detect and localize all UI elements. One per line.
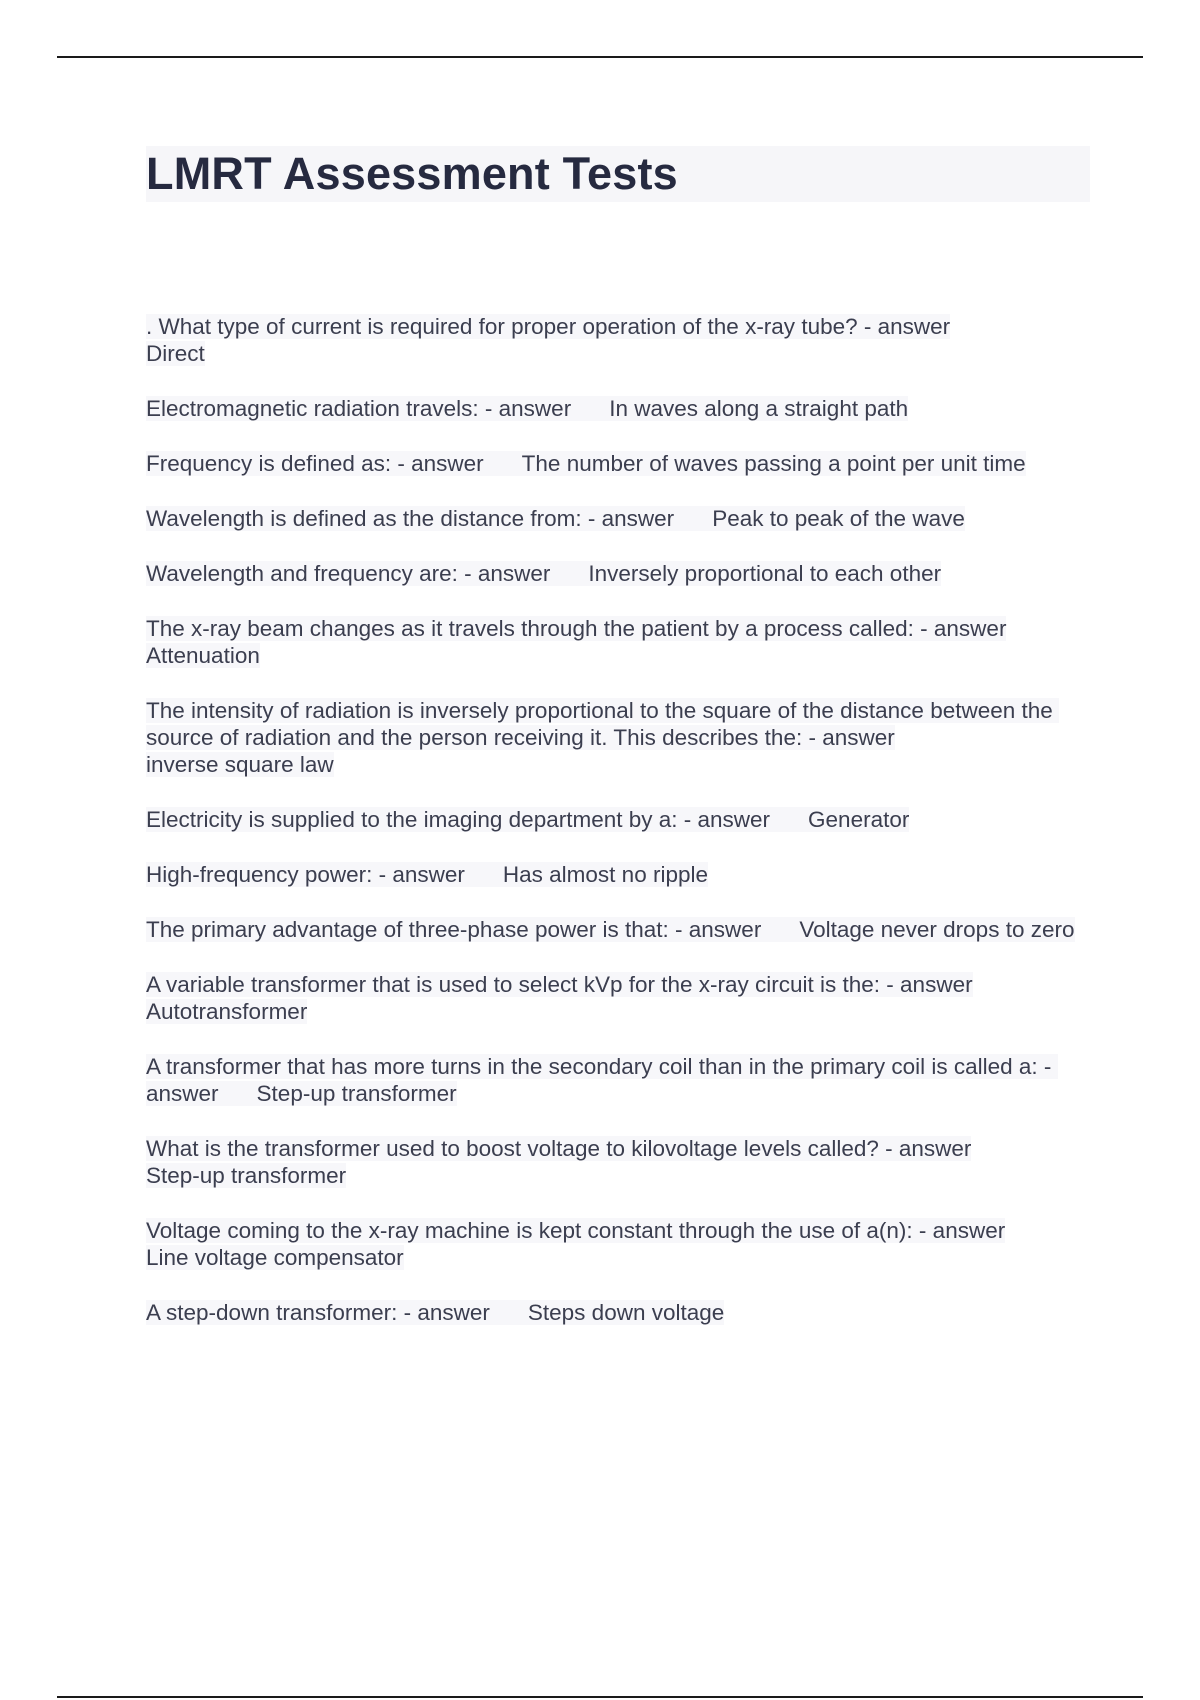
question-text: A step-down transformer: - answer [146, 1300, 490, 1325]
qa-item [146, 505, 1092, 532]
question-text: A variable transformer that is used to select kVp for the x-ray circuit is the: - answer [146, 972, 973, 997]
qa-text [146, 451, 1026, 476]
bottom-rule [57, 1696, 1143, 1698]
answer-text: Generator [808, 807, 910, 832]
answer-text: Voltage never drops to zero [799, 917, 1075, 942]
qa-text [146, 561, 941, 586]
answer-text: Direct [146, 341, 205, 366]
answer-text: Autotransformer [146, 999, 308, 1024]
answer-text: Line voltage compensator [146, 1245, 404, 1270]
question-text: . What type of current is required for proper operation of the x-ray tube? - answer [146, 314, 951, 339]
qa-item [146, 560, 1092, 587]
qa-text [146, 616, 1006, 668]
qa-text [146, 1054, 1058, 1106]
qa-item [146, 615, 1092, 669]
qa-item [146, 697, 1092, 778]
question-text: The primary advantage of three-phase power is that: - answer [146, 917, 762, 942]
qa-text [146, 807, 909, 832]
qa-text [146, 1218, 1005, 1270]
answer-text: Peak to peak of the wave [712, 506, 965, 531]
question-text: Electricity is supplied to the imaging department by a: - answer [146, 807, 771, 832]
answer-text: Step-up transformer [256, 1081, 457, 1106]
answer-text: In waves along a straight path [609, 396, 909, 421]
qa-text [146, 314, 950, 366]
answer-text: The number of waves passing a point per unit time [521, 451, 1026, 476]
question-text: The x-ray beam changes as it travels through the patient by a process called: - answer [146, 616, 1007, 641]
qa-text [146, 396, 908, 421]
qa-text [146, 862, 708, 887]
qa-text [146, 917, 1075, 942]
question-text: Wavelength is defined as the distance from: - answer [146, 506, 675, 531]
qa-item [146, 1299, 1092, 1326]
answer-text: Has almost no ripple [502, 862, 708, 887]
answer-text: Attenuation [146, 643, 260, 668]
question-list [146, 313, 1092, 1354]
qa-item [146, 861, 1092, 888]
qa-item [146, 450, 1092, 477]
qa-item [146, 916, 1092, 943]
qa-item [146, 1135, 1092, 1189]
question-text: Frequency is defined as: - answer [146, 451, 484, 476]
qa-item [146, 1217, 1092, 1271]
qa-text [146, 1300, 724, 1325]
qa-text [146, 506, 965, 531]
question-text: Voltage coming to the x-ray machine is kept constant through the use of a(n): - answer [146, 1218, 1006, 1243]
question-text: What is the transformer used to boost voltage to kilovoltage levels called? - answer [146, 1136, 972, 1161]
answer-text: Inversely proportional to each other [588, 561, 942, 586]
qa-text [146, 698, 1059, 777]
qa-text [146, 972, 973, 1024]
question-text: Electromagnetic radiation travels: - answer [146, 396, 572, 421]
qa-item [146, 313, 1092, 367]
answer-text: Step-up transformer [146, 1163, 347, 1188]
question-text: A transformer that has more turns in the secondary coil than in the primary coil is called a: - answer [146, 1054, 1058, 1106]
qa-item [146, 1053, 1092, 1107]
qa-item [146, 395, 1092, 422]
qa-text [146, 1136, 971, 1188]
question-text: Wavelength and frequency are: - answer [146, 561, 551, 586]
qa-item [146, 806, 1092, 833]
qa-item [146, 971, 1092, 1025]
answer-text: Steps down voltage [527, 1300, 725, 1325]
answer-text: inverse square law [146, 752, 334, 777]
top-rule [57, 56, 1143, 58]
question-text: High-frequency power: - answer [146, 862, 465, 887]
question-text: The intensity of radiation is inversely proportional to the square of the distance between the source of radiation and the person receiving it. This describes the: - answer [146, 698, 1060, 750]
page-title: LMRT Assessment Tests [146, 148, 678, 199]
